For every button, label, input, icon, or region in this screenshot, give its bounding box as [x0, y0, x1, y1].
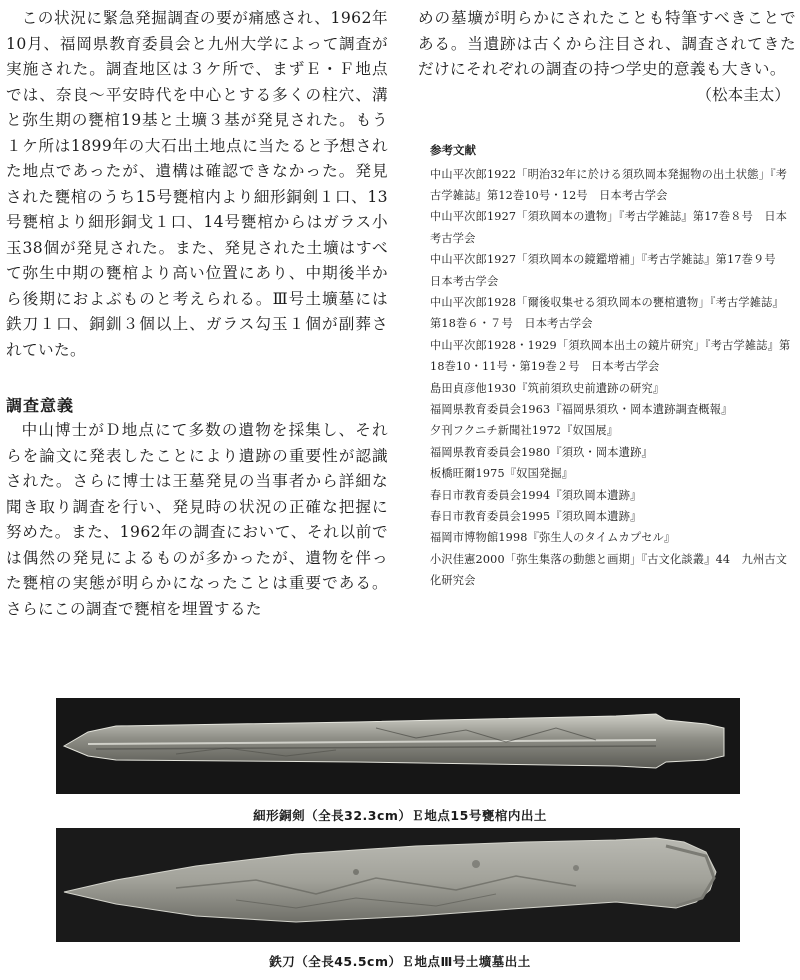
references-heading: 参考文献 [430, 142, 476, 157]
reference-item: 福岡県教育委員会1963『福岡県須玖・岡本遺跡調査概報』 [430, 402, 733, 416]
reference-item: 福岡市博物館1998『弥生人のタイムカプセル』 [430, 531, 676, 545]
sword-rust-spot [573, 865, 579, 871]
reference-item: 春日市教育委員会1995『須玖岡本遺跡』 [430, 510, 642, 523]
left-column [6, 6, 388, 622]
sword-rust-spot [353, 869, 359, 875]
significance-paragraph: 中山博士がＤ地点にて多数の遺物を採集し、それらを論文に発表したことにより遺跡の重要性が認識された。さらに博士は王墓発見の当事者から詳細な聞き取り調査を行い、発見時の状況の正確な把握に努めた。また、1962年の調査において、それ以前では偶然の発見によるものが多かったが、遺物を伴った甕棺の実態が明らかになったことは重要である。さらにこの調査で甕棺を埋置するた [6, 421, 388, 618]
sword-caption: 鉄刀（全長45.5cm）Ｅ地点Ⅲ号土壙墓出土 [269, 954, 531, 969]
bronze-dagger-photo [56, 698, 740, 794]
reference-item: 小沢佳憲2000「弥生集落の動態と画期」『古文化談叢』44 九州古文 化研究会 [430, 552, 788, 588]
section-heading-significance: 調査意義 [6, 396, 75, 415]
author-signature: （松本圭太） [696, 85, 790, 104]
reference-item: 福岡県教育委員会1980『須玖・岡本遺跡』 [430, 445, 653, 459]
reference-item: 中山平次郎1927「須玖岡本の遺物」『考古学雑誌』第17巻８号 日本 考古学会 [430, 210, 788, 245]
iron-sword-photo [56, 828, 740, 942]
reference-item: 中山平次郎1927「須玖岡本の鏡鑑増補」『考古学雑誌』第17巻９号 日本考古学会 [430, 253, 776, 288]
excavation-paragraph: この状況に緊急発掘調査の要が痛感され、1962年10月、福岡県教育委員会と九州大学によって調査が実施された。調査地区は３ケ所で、まずＥ・Ｆ地点では、奈良～平安時代を中心とする多くの柱穴、溝と弥生期の甕棺19基と土壙３基が発見された。もう１ケ所は1899年の大石出土地点に当たると予想された地点であったが、遺構は確認できなかった。発見された甕棺のうち15号甕棺内より細形銅剣１口、13号甕棺より細形銅戈１口、14号甕棺からはガラス小玉38個が発見された。また、発見された土壙はすべて弥生中期の甕棺より高い位置にあり、中期後半から後期におよぶものと考えられる。Ⅲ号土壙墓には鉄刀１口、銅釧３個以上、ガラス勾玉１個が副葬されていた。 [6, 9, 388, 359]
reference-item: 中山平次郎1922「明治32年に於ける須玖岡本発掘物の出土状態」『考 古学雑誌』第12巻10号・12号 日本考古学会 [430, 167, 788, 202]
reference-item: 島田貞彦他1930『筑前須玖史前遺跡の研究』 [430, 381, 665, 395]
reference-item: 春日市教育委員会1994『須玖岡本遺跡』 [430, 488, 642, 502]
reference-item: 中山平次郎1928・1929「須玖岡本出土の鏡片研究」『考古学雑誌』第 18巻10・11号・第19巻２号 日本考古学会 [430, 338, 791, 374]
reference-item: 夕刊フクニチ新聞社1972『奴国展』 [430, 424, 619, 438]
reference-item: 中山平次郎1928「爾後収集せる須玖岡本の甕棺遺物」『考古学雑誌』 第18巻６・７号 日本考古学会 [430, 295, 784, 331]
reference-item: 板橋旺爾1975『奴国発掘』 [430, 467, 574, 481]
significance-paragraph-continued: めの墓壙が明らかにされたことも特筆すべきことである。当遺跡は古くから注目され、調査されてきただけにそれぞれの調査の持つ学史的意義も大きい。 [418, 9, 796, 78]
sword-rust-spot [472, 860, 480, 868]
right-column [418, 6, 796, 592]
references-list [418, 164, 796, 592]
dagger-caption: 細形銅剣（全長32.3cm）Ｅ地点15号甕棺内出土 [253, 808, 547, 823]
